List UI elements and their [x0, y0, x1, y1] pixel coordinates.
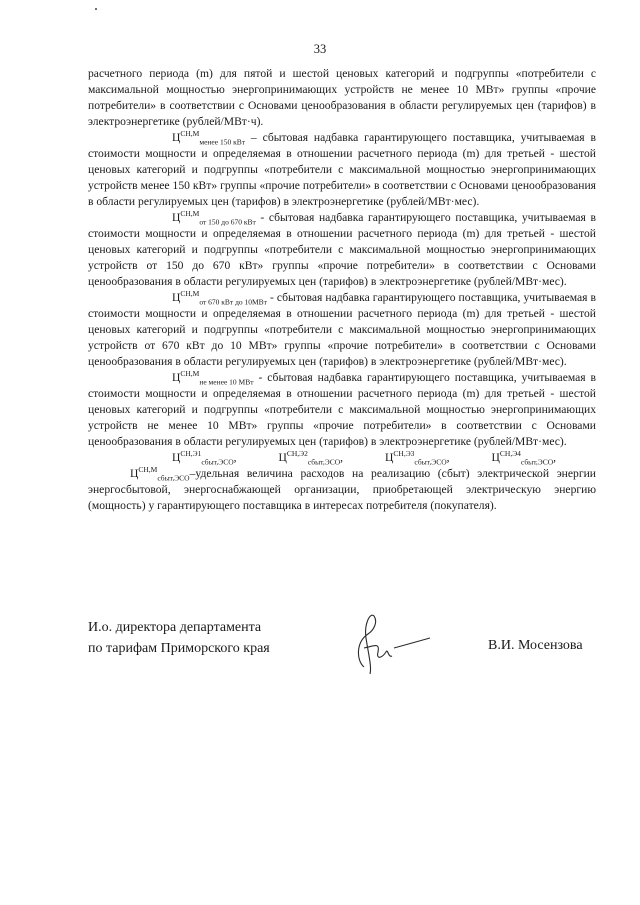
formula-symbol: $Ц^{СН,Э4}_{сбыт,ЭСО}$,	[491, 449, 557, 467]
paragraph-continuation: расчетного периода (m) для пятой и шестой ценовых категорий и подгруппы «потребители с максимальной мощностью энергопринимающих устройств не менее 10 МВт» группы «прочие потребители» в соответствии с Основами ценообразования в области регулируемых цен (тарифов) в электроэнергетике (рублей/МВт·ч).	[88, 67, 596, 128]
paragraph-definition-over-10mw	[88, 370, 596, 450]
definition-text: –удельная величина расходов на реализацию (сбыт) электрической энергии энергосбытовой, энергоснабжающей организации, приобретающей электрическую энергию (мощность) у гарантирующего поставщика в интересах потребителя (покупателя).	[88, 467, 596, 512]
formula-symbol: $Ц^{СН,М}_{менее 150 кВт}$	[172, 129, 246, 147]
definition-text: - сбытовая надбавка гарантирующего поставщика, учитываемая в стоимости мощности и определяемая в отношении расчетного периода (m) для третьей - шестой ценовых категорий и подгруппы «потребители с максимальной мощностью энергопринимающих устройств от 670 кВт до 10 МВт» группы «прочие потребители» в соответствии с Основами ценообразования в области регулируемых цен (тарифов) в электроэнергетике (рублей/МВт·мес).	[88, 291, 596, 368]
paragraph-definition-670kw-10mw	[88, 290, 596, 370]
paragraph-definition-150-670kw	[88, 210, 596, 290]
formula-symbol: $Ц^{СН,М}_{сбыт,ЭСО}$	[130, 465, 190, 483]
signatory-position	[88, 617, 270, 659]
paragraph-definition-under-150kw	[88, 130, 596, 210]
definition-text: – сбытовая надбавка гарантирующего поставщика, учитываемая в стоимости мощности и определяемая в отношении расчетного периода (m) для третьей - шестой ценовых категорий и подгруппы «потребители с максимальной мощностью энергопринимающих устройств менее 150 кВт» группы «прочие потребители» в соответствии с Основами ценообразования в области регулируемых цен (тарифов) в электроэнергетике (рублей/МВт·мес).	[88, 131, 596, 208]
handwritten-signature	[334, 612, 434, 682]
signatory-name: В.И. Мосензова	[488, 638, 583, 653]
definition-text: - сбытовая надбавка гарантирующего поставщика, учитываемая в стоимости мощности и определяемая в отношении расчетного периода (m) для третьей - шестой ценовых категорий и подгруппы «потребители с максимальной мощностью энергопринимающих устройств не менее 10 МВт» группы «прочие потребители» в соответствии с Основами ценообразования в области регулируемых цен (тарифов) в электроэнергетике (рублей/МВт·мес).	[88, 371, 596, 448]
formula-symbol: $Ц^{СН,М}_{от 150 до 670 кВт}$	[172, 209, 256, 227]
position-line-1: И.о. директора департамента	[88, 620, 262, 635]
paragraph-definition-eso	[88, 450, 596, 514]
page-number: 33	[313, 42, 327, 56]
definition-text: - сбытовая надбавка гарантирующего поставщика, учитываемая в стоимости мощности и определяемая в отношении расчетного периода (m) для третьей - шестой ценовых категорий и подгруппы «потребители с максимальной мощностью энергопринимающих устройств от 150 до 670 кВт» группы «прочие потребители» в соответствии с Основами ценообразования в области регулируемых цен (тарифов) в электроэнергетике (рублей/МВт·мес).	[88, 211, 596, 288]
scan-speck	[95, 8, 97, 10]
position-line-2: по тарифам Приморского края	[88, 641, 270, 656]
formula-symbol: $Ц^{СН,М}_{не менее 10 МВт}$	[172, 369, 254, 387]
formula-symbol: $Ц^{СН,М}_{от 670 кВт до 10МВт}$	[172, 289, 267, 307]
formula-symbol: $Ц^{СН,Э1}_{сбыт,ЭСО}$,	[172, 449, 237, 467]
formula-symbol: $Ц^{СН,Э2}_{сбыт,ЭСО}$,	[278, 449, 344, 467]
document-body	[88, 66, 596, 514]
formula-symbol: $Ц^{СН,Э3}_{сбыт,ЭСО}$,	[385, 449, 450, 467]
